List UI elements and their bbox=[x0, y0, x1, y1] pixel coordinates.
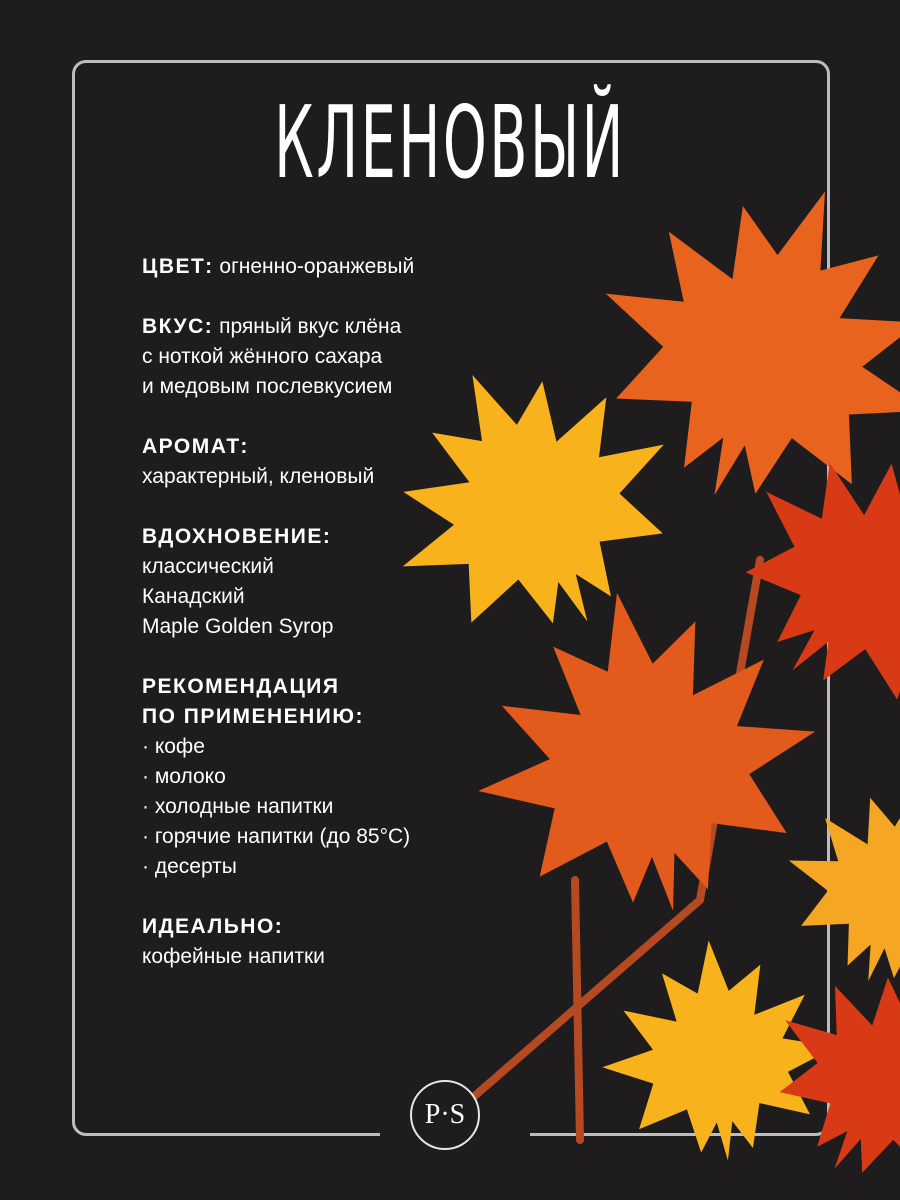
maple-leaf bbox=[449, 563, 842, 940]
list-item: · холодные напитки bbox=[142, 792, 572, 822]
section-label: РЕКОМЕНДАЦИЯ bbox=[142, 675, 340, 698]
list-item: · молоко bbox=[142, 762, 572, 792]
section-label: ЦВЕТ: bbox=[142, 255, 214, 278]
section-label: ВДОХНОВЕНИЕ: bbox=[142, 525, 332, 548]
section-line: классический bbox=[142, 555, 274, 578]
section-line: и медовым послевкусием bbox=[142, 375, 393, 398]
maple-leaf bbox=[592, 930, 844, 1171]
brand-logo: P·S bbox=[410, 1080, 480, 1150]
section-line: кофейные напитки bbox=[142, 945, 325, 968]
section-line: Канадский bbox=[142, 585, 245, 608]
list-item: · кофе bbox=[142, 732, 572, 762]
section-line: Maple Golden Syrop bbox=[142, 615, 334, 638]
page-title: КЛЕНОВЫЙ bbox=[274, 84, 626, 201]
section-label: ИДЕАЛЬНО: bbox=[142, 915, 284, 938]
list-item: · десерты bbox=[142, 852, 572, 882]
section-value: огненно-оранжевый bbox=[219, 255, 415, 278]
section-value: пряный вкус клёна bbox=[219, 315, 402, 338]
section-line: с ноткой жённого сахара bbox=[142, 345, 383, 368]
section-label: ВКУС: bbox=[142, 315, 214, 338]
list-item: · горячие напитки (до 85°С) bbox=[142, 822, 572, 852]
section-label: ПО ПРИМЕНЕНИЮ: bbox=[142, 705, 365, 728]
maple-leaf bbox=[764, 756, 900, 1009]
section-label: АРОМАТ: bbox=[142, 435, 249, 458]
section-line: характерный, кленовый bbox=[142, 465, 375, 488]
